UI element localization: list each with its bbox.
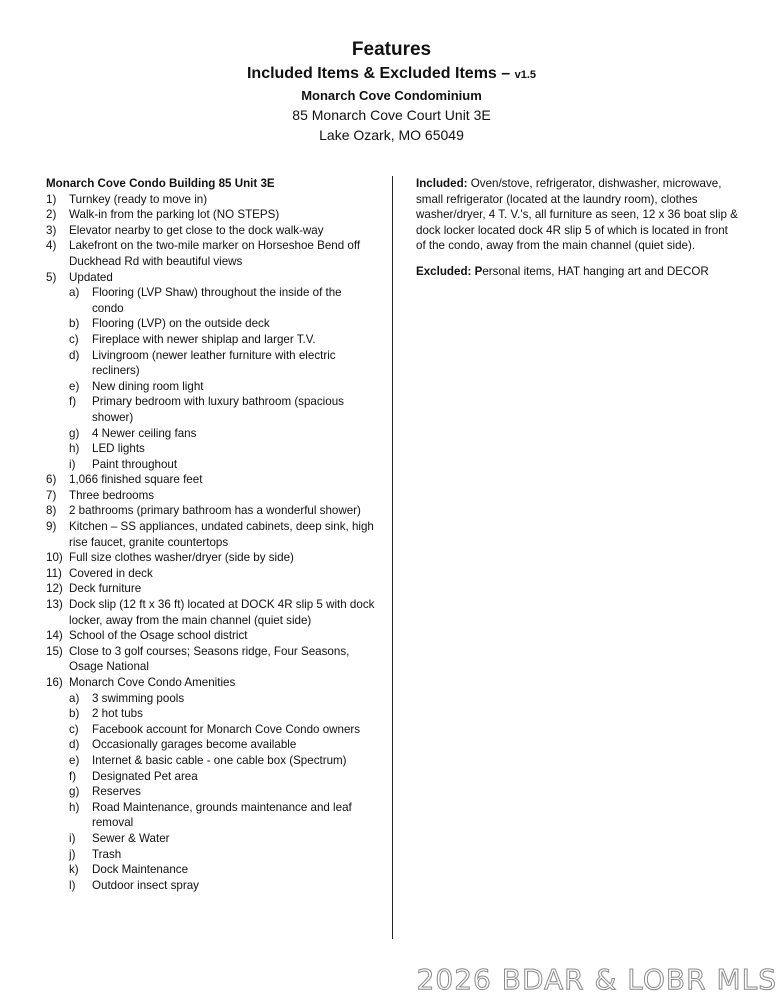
item-number: 4) — [46, 239, 57, 253]
sub-item-letter: d) — [69, 348, 80, 362]
item-number: 7) — [46, 488, 57, 502]
sub-item-letter: h) — [69, 442, 80, 456]
sub-item-text: Road Maintenance, grounds maintenance and leaf removal — [92, 800, 352, 830]
sub-item — [46, 722, 376, 738]
item-number: 11) — [46, 566, 62, 580]
sub-item — [46, 847, 376, 863]
sub-item-text: Paint throughout — [92, 457, 178, 471]
list-item — [46, 581, 376, 597]
sub-item-text: Flooring (LVP Shaw) throughout the inside of the condo — [92, 286, 342, 315]
sub-item-text: Fireplace with newer shiplap and larger T.V. — [92, 332, 316, 346]
sub-item-text: Trash — [92, 847, 122, 861]
address-line-1: 85 Monarch Cove Court Unit 3E — [292, 107, 491, 123]
item-text: Turnkey (ready to move in) — [69, 192, 208, 206]
sub-item — [46, 457, 376, 473]
item-text: Close to 3 golf courses; Seasons ridge, Four Seasons, Osage National — [69, 644, 350, 674]
item-text: Dock slip (12 ft x 36 ft) located at DOCK 4R slip 5 with dock locker, away from the main channel (quiet side) — [69, 598, 375, 627]
item-text: Lakefront on the two-mile marker on Horseshoe Bend off Duckhead Rd with beautiful views — [69, 239, 361, 268]
address-line-2: Lake Ozark, MO 65049 — [319, 127, 464, 143]
item-number: 1) — [46, 192, 57, 206]
list-item — [46, 207, 376, 223]
list-item — [46, 223, 376, 239]
document-title: Features — [351, 39, 432, 60]
list-item — [46, 628, 376, 644]
list-item — [46, 192, 376, 208]
excluded-label: Excluded: P — [416, 264, 483, 278]
included-text: Oven/stove, refrigerator, dishwasher, microwave, small refrigerator (located at the laundry room), clothes washer/dryer, 4 T. V.'s, all furniture as seen, 12 x 36 boat slip & dock locker located dock 4R slip 5 of which is located in front of the condo, away from the main channel (quiet side). — [416, 177, 738, 253]
document-subtitle — [0, 63, 783, 86]
sub-item-letter: c) — [69, 722, 79, 736]
sub-item — [46, 831, 376, 847]
item-number: 12) — [46, 582, 63, 596]
column-divider — [392, 176, 393, 939]
sub-item-letter: f) — [69, 395, 77, 409]
item-text: Elevator nearby to get close to the dock walk-way — [69, 223, 324, 237]
sub-item-text: Facebook account for Monarch Cove Condo owners — [92, 722, 361, 736]
sub-item-text: LED lights — [92, 442, 145, 456]
sub-item-text: Reserves — [92, 785, 141, 799]
list-item — [46, 566, 376, 582]
sub-item — [46, 800, 376, 831]
item-number: 14) — [46, 629, 63, 643]
included-paragraph — [416, 176, 738, 254]
sub-item — [46, 426, 376, 442]
item-number: 10) — [46, 551, 63, 565]
sub-item-letter: k) — [69, 863, 79, 877]
document-header — [0, 38, 783, 145]
list-item — [46, 644, 376, 675]
sub-item — [46, 706, 376, 722]
sub-item-letter: c) — [69, 332, 79, 346]
item-text: Walk-in from the parking lot (NO STEPS) — [69, 208, 280, 222]
sub-item — [46, 784, 376, 800]
item-text: 2 bathrooms (primary bathroom has a wonderful shower) — [69, 504, 361, 518]
item-number: 9) — [46, 520, 57, 534]
item-text: 1,066 finished square feet — [69, 473, 203, 487]
item-text: Deck furniture — [69, 582, 142, 596]
list-item — [46, 270, 376, 286]
item-text: Updated — [69, 270, 113, 284]
sub-item-text: New dining room light — [92, 379, 204, 393]
sub-item — [46, 441, 376, 457]
sub-item-letter: i) — [69, 831, 76, 845]
sub-item — [46, 394, 376, 425]
mls-watermark: 2026 BDAR & LOBR MLS — [416, 963, 777, 996]
sub-item-letter: i) — [69, 457, 76, 471]
features-heading: Monarch Cove Condo Building 85 Unit 3E — [46, 177, 275, 190]
sub-item-letter: a) — [69, 286, 80, 300]
sub-item — [46, 753, 376, 769]
sub-item-text: Outdoor insect spray — [92, 878, 199, 892]
sub-item-text: Livingroom (newer leather furniture with electric recliners) — [92, 348, 336, 378]
sub-item — [46, 379, 376, 395]
subtitle-text: Included Items & Excluded Items – — [246, 65, 515, 82]
sub-item — [46, 348, 376, 379]
list-item — [46, 519, 376, 550]
sub-item-letter: d) — [69, 738, 80, 752]
item-number: 5) — [46, 270, 57, 284]
list-item — [46, 550, 376, 566]
sub-item-text: Primary bedroom with luxury bathroom (spacious shower) — [92, 395, 344, 424]
sub-item — [46, 862, 376, 878]
excluded-text: ersonal items, HAT hanging art and DECOR — [482, 264, 709, 278]
item-text: Kitchen – SS appliances, undated cabinets, deep sink, high rise faucet, granite countertops — [69, 520, 374, 549]
item-text: School of the Osage school district — [69, 629, 248, 643]
list-item — [46, 472, 376, 488]
sub-item-letter: f) — [69, 769, 77, 783]
item-number: 6) — [46, 473, 57, 487]
list-item — [46, 675, 376, 691]
sub-item — [46, 316, 376, 332]
sub-item-text: 3 swimming pools — [92, 691, 185, 705]
sub-item-text: Flooring (LVP) on the outside deck — [92, 317, 270, 331]
sub-item — [46, 878, 376, 894]
sub-item — [46, 769, 376, 785]
sub-item-text: 4 Newer ceiling fans — [92, 426, 197, 440]
sub-item-letter: g) — [69, 785, 80, 799]
included-excluded-column — [416, 176, 738, 290]
property-name: Monarch Cove Condominium — [301, 88, 482, 103]
item-number: 8) — [46, 504, 57, 518]
list-item — [46, 597, 376, 628]
item-text: Three bedrooms — [69, 488, 155, 502]
included-label: Included: — [416, 177, 468, 190]
sub-item — [46, 691, 376, 707]
sub-item-text: Dock Maintenance — [92, 863, 189, 877]
item-text: Full size clothes washer/dryer (side by side) — [69, 551, 294, 565]
sub-item — [46, 285, 376, 316]
sub-item-text: Designated Pet area — [92, 769, 198, 783]
item-number: 2) — [46, 208, 57, 222]
list-item — [46, 488, 376, 504]
sub-item — [46, 737, 376, 753]
sub-item-letter: e) — [69, 379, 80, 393]
item-text: Monarch Cove Condo Amenities — [69, 676, 236, 689]
excluded-paragraph — [416, 264, 738, 280]
item-number: 3) — [46, 223, 57, 237]
sub-item-letter: g) — [69, 426, 80, 440]
list-item — [46, 503, 376, 519]
sub-item-letter: e) — [69, 753, 80, 767]
sub-item-text: Internet & basic cable - one cable box (Spectrum) — [92, 753, 347, 767]
sub-item-letter: l) — [69, 878, 76, 892]
list-item — [46, 238, 376, 269]
sub-item-letter: b) — [69, 317, 80, 331]
sub-item — [46, 332, 376, 348]
sub-item-letter: b) — [69, 707, 80, 721]
sub-item-text: 2 hot tubs — [92, 707, 143, 721]
item-text: Covered in deck — [69, 566, 153, 580]
sub-item-letter: h) — [69, 800, 80, 814]
item-number: 16) — [46, 676, 63, 689]
sub-item-text: Occasionally garages become available — [92, 738, 297, 752]
sub-item-text: Sewer & Water — [92, 831, 170, 845]
sub-item-letter: a) — [69, 691, 80, 705]
sub-item-letter: j) — [69, 847, 76, 861]
item-number: 15) — [46, 644, 63, 658]
version-label: v1.5 — [514, 69, 537, 81]
item-number: 13) — [46, 598, 63, 612]
features-column — [46, 176, 376, 893]
